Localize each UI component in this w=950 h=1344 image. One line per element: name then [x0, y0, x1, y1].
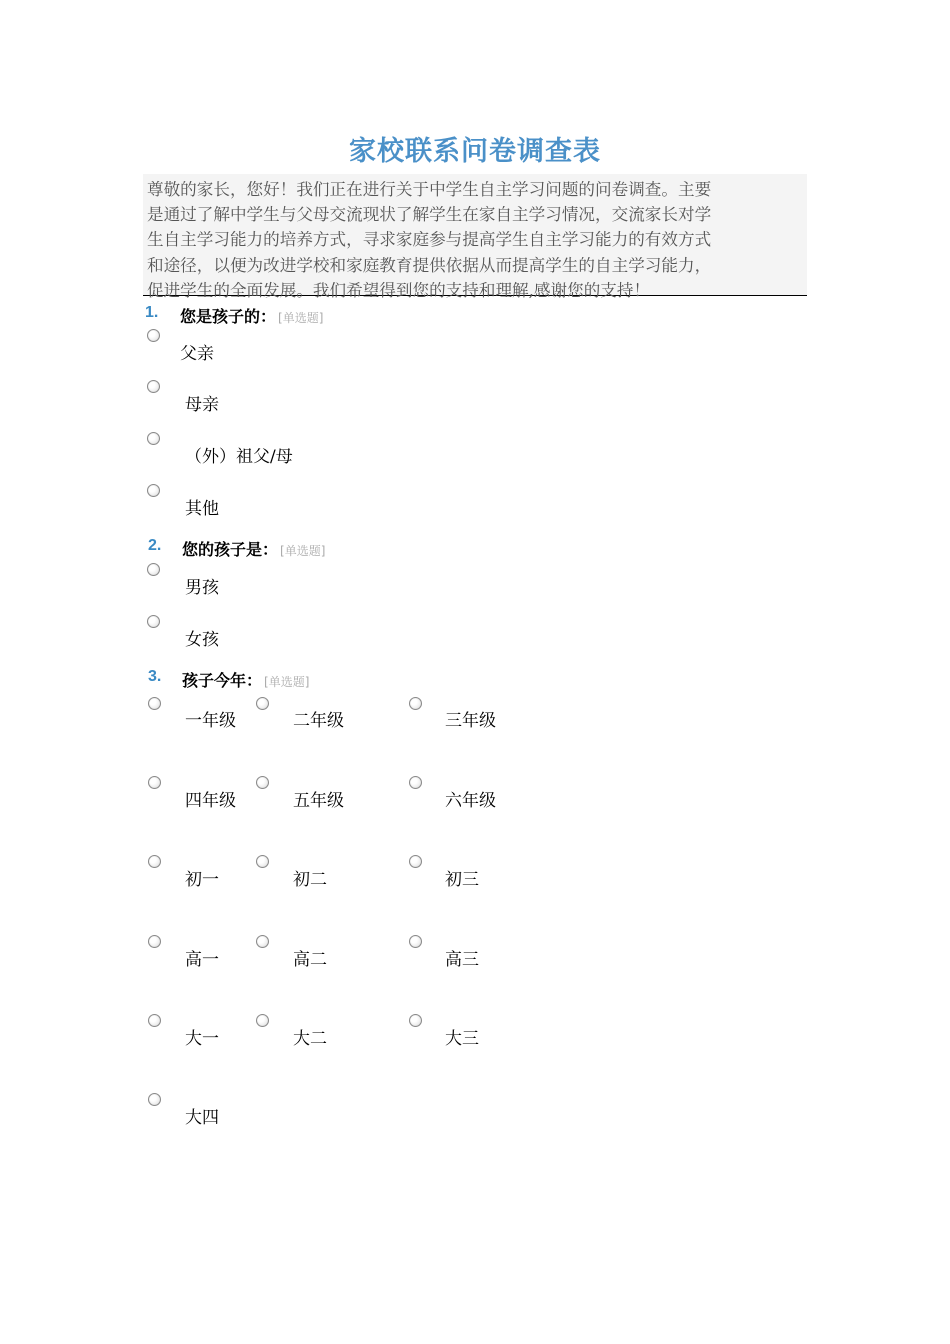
question-label: 您的孩子是：: [182, 540, 279, 559]
intro-line: 是通过了解中学生与父母交流现状了解学生在家自主学习情况，交流家长对学: [147, 205, 712, 225]
question-number: 3.: [148, 668, 162, 685]
option-label: 父亲: [180, 344, 214, 364]
intro-paragraph: [143, 174, 807, 300]
radio-option-icon[interactable]: [409, 1014, 422, 1027]
radio-option-icon[interactable]: [409, 935, 422, 948]
radio-option-icon[interactable]: [147, 484, 160, 497]
option-label: 高二: [293, 950, 327, 970]
question-text: [180, 304, 323, 327]
option-label: 高三: [445, 950, 479, 970]
option-label: 四年级: [185, 791, 236, 811]
radio-option-icon[interactable]: [409, 697, 422, 710]
radio-option-icon[interactable]: [148, 1093, 161, 1106]
intro-line: 和途径，以便为改进学校和家庭教育提供依据从而提高学生的自主学习能力，: [147, 255, 712, 275]
question-label: 您是孩子的：: [180, 307, 277, 326]
radio-option-icon[interactable]: [256, 697, 269, 710]
option-label: 母亲: [185, 395, 219, 415]
question-type-tag: [单选题]: [280, 544, 326, 558]
radio-option-icon[interactable]: [409, 776, 422, 789]
radio-option-icon[interactable]: [147, 563, 160, 576]
intro-line: 促进学生的全面发展。我们希望得到您的支持和理解,感谢您的支持！: [147, 280, 651, 300]
radio-option-icon[interactable]: [148, 776, 161, 789]
option-label: 二年级: [293, 711, 344, 731]
radio-option-icon[interactable]: [409, 855, 422, 868]
page-title: 家校联系问卷调查表: [349, 136, 601, 167]
option-label: 五年级: [293, 791, 344, 811]
radio-option-icon[interactable]: [147, 615, 160, 628]
option-label: （外）祖父/母: [185, 447, 293, 467]
option-label: 高一: [185, 950, 219, 970]
radio-option-icon[interactable]: [256, 935, 269, 948]
radio-option-icon[interactable]: [148, 855, 161, 868]
radio-option-icon[interactable]: [148, 935, 161, 948]
question-text: [182, 668, 309, 691]
option-label: 男孩: [185, 578, 219, 598]
option-label: 大四: [185, 1108, 219, 1128]
option-label: 初三: [445, 870, 479, 890]
question-number: 1.: [145, 304, 159, 321]
question-type-tag: [单选题]: [264, 675, 310, 689]
radio-option-icon[interactable]: [148, 697, 161, 710]
question-text: [182, 537, 325, 560]
radio-option-icon[interactable]: [256, 776, 269, 789]
option-label: 其他: [185, 499, 219, 519]
question-number: 2.: [148, 537, 162, 554]
radio-option-icon[interactable]: [147, 432, 160, 445]
question-label: 孩子今年：: [182, 671, 263, 690]
intro-line: 生自主学习能力的培养方式，寻求家庭参与提高学生自主学习能力的有效方式: [147, 230, 712, 250]
question-type-tag: [单选题]: [278, 311, 324, 325]
radio-option-icon[interactable]: [147, 329, 160, 342]
option-label: 初二: [293, 870, 327, 890]
radio-option-icon[interactable]: [147, 380, 160, 393]
option-label: 一年级: [185, 711, 236, 731]
intro-line: 尊敬的家长，您好！我们正在进行关于中学生自主学习问题的问卷调查。主要: [147, 180, 712, 199]
option-label: 大二: [293, 1029, 327, 1049]
option-label: 大一: [185, 1029, 219, 1049]
radio-option-icon[interactable]: [148, 1014, 161, 1027]
option-label: 大三: [445, 1029, 479, 1049]
option-label: 三年级: [445, 711, 496, 731]
radio-option-icon[interactable]: [256, 1014, 269, 1027]
option-label: 初一: [185, 870, 219, 890]
option-label: 女孩: [185, 630, 219, 650]
radio-option-icon[interactable]: [256, 855, 269, 868]
option-label: 六年级: [445, 791, 496, 811]
